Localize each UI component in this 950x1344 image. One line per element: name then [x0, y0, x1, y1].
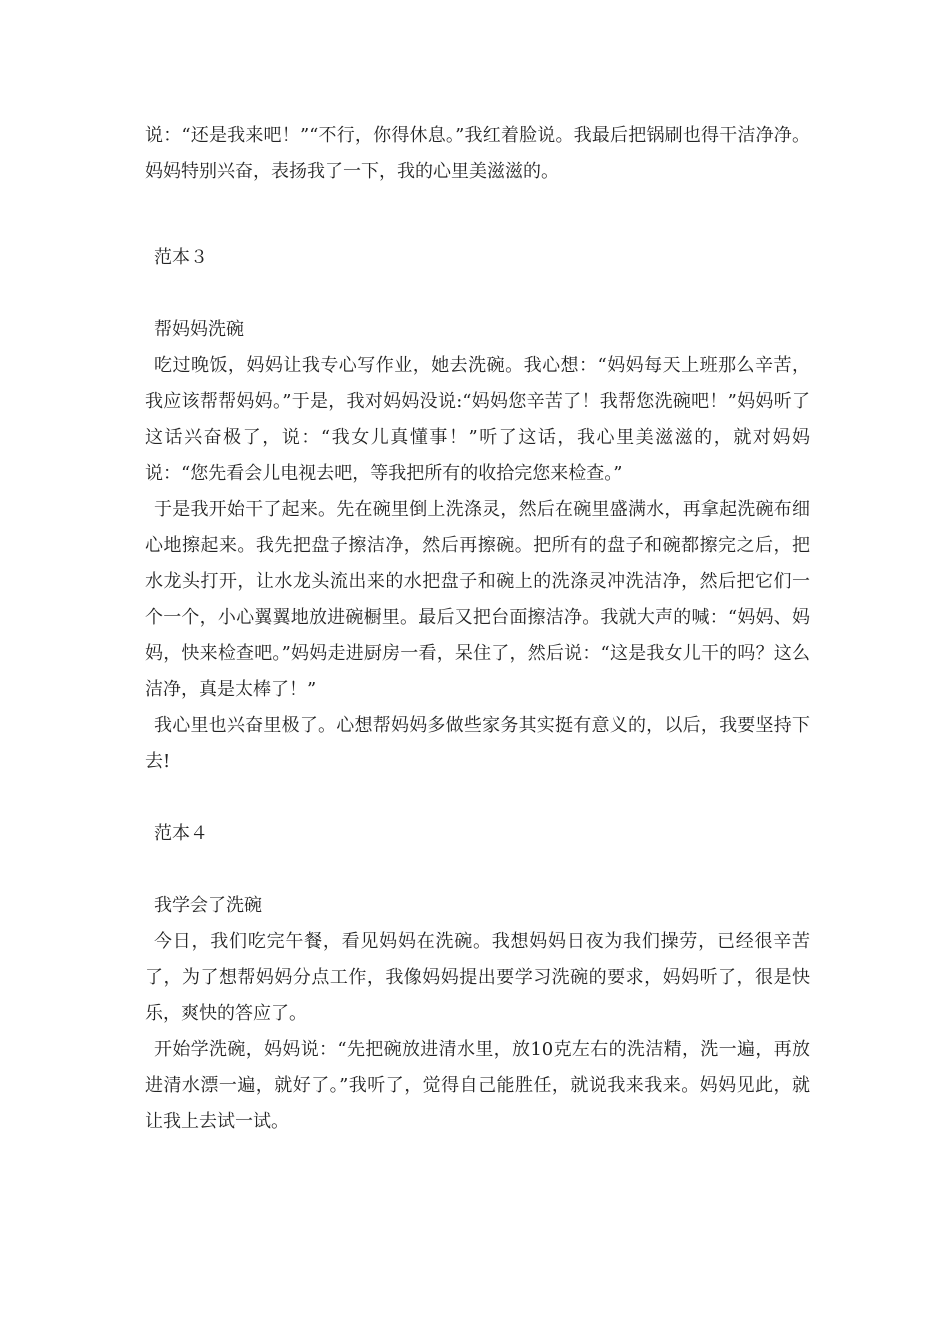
section3-paragraph-3: 我心里也兴奋里极了。心想帮妈妈多做些家务其实挺有意义的，以后，我要坚持下去!: [145, 715, 810, 772]
section3-paragraph-2: 于是我开始干了起来。先在碗里倒上洗涤灵，然后在碗里盛满水，再拿起洗碗布细心地擦起来。我先把盘子擦洁净，然后再擦碗。把所有的盘子和碗都擦完之后，把水龙头打开，让水龙头流出来的水把盘子和碗上的洗涤灵冲洗洁净，然后把它们一个一个，小心翼翼地放进碗橱里。最后又把台面擦洁净。我就大声的喊：“妈妈、妈妈，快来检查吧。”妈妈走进厨房一看，呆住了，然后说：“这是我女儿干的吗？这么洁净，真是太棒了！”: [145, 499, 810, 700]
section4-title: 我学会了洗碗: [154, 895, 262, 916]
section3-title: 帮妈妈洗碗: [154, 319, 244, 340]
spacer: [145, 190, 810, 234]
section4-paragraph-2: 开始学洗碗，妈妈说：“先把碗放进清水里，放10克左右的洗洁精，洗一遍，再放进清水漂一遍，就好了。”我听了，觉得自己能胜任，就说我来我来。妈妈见此，就让我上去试一试。: [145, 1039, 810, 1132]
intro-paragraph: 说：“还是我来吧！”“不行，你得休息。”我红着脸说。我最后把锅刷也得干洁净净。妈妈特别兴奋，表扬我了一下，我的心里美滋滋的。: [145, 125, 810, 182]
section3-paragraph-1: 吃过晚饭，妈妈让我专心写作业，她去洗碗。我心想：“妈妈每天上班那么辛苦，我应该帮帮妈妈。”于是，我对妈妈没说:“妈妈您辛苦了！我帮您洗碗吧！”妈妈听了这话兴奋极了，说：“我女儿真懂事！”听了这话，我心里美滋滋的，就对妈妈说：“您先看会儿电视去吧，等我把所有的收拾完您来检查。”: [145, 355, 810, 484]
document-body: [145, 118, 810, 1140]
spacer: [145, 276, 810, 312]
spacer: [145, 852, 810, 888]
spacer: [145, 780, 810, 816]
section4-label: 范本４: [154, 823, 208, 844]
section3-label: 范本３: [154, 247, 208, 268]
section4-paragraph-1: 今日，我们吃完午餐，看见妈妈在洗碗。我想妈妈日夜为我们操劳，已经很辛苦了，为了想帮妈妈分点工作，我像妈妈提出要学习洗碗的要求，妈妈听了，很是快乐，爽快的答应了。: [145, 931, 810, 1024]
